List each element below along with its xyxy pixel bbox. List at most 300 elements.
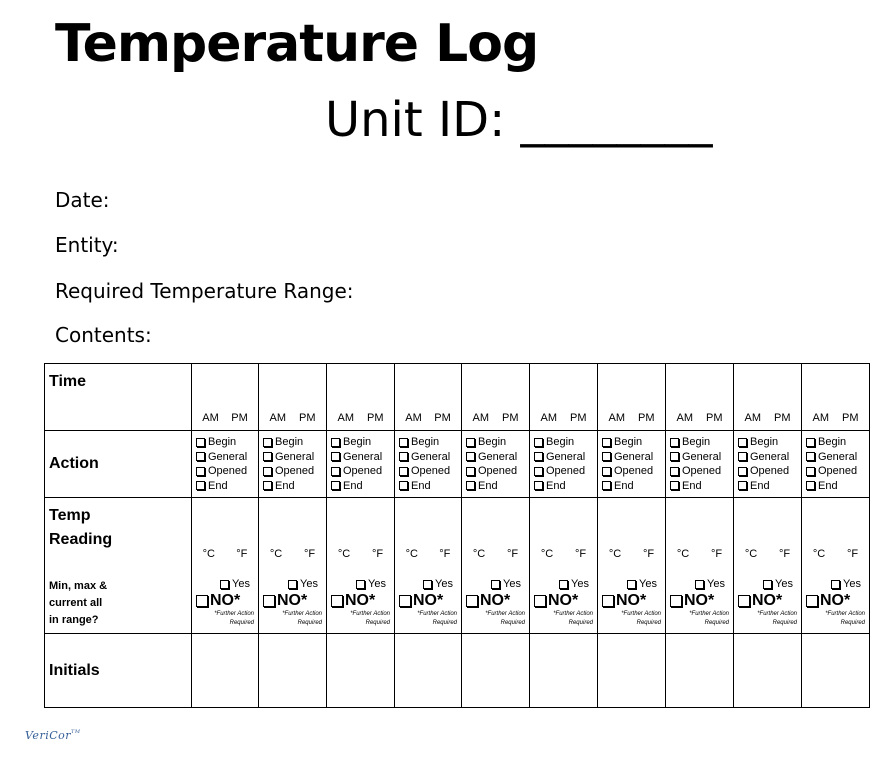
checkbox-icon[interactable]: [263, 467, 272, 476]
action-option-label: Begin: [750, 436, 779, 448]
action-option-label: General: [614, 450, 654, 463]
initials-cell[interactable]: [327, 634, 395, 708]
temp-reading-row-header: [45, 498, 192, 634]
temp-reading-cell[interactable]: [259, 498, 327, 634]
initials-cell[interactable]: [259, 634, 327, 708]
pm-label: PM: [434, 412, 451, 424]
action-option-label: Begin: [682, 436, 711, 448]
action-option[interactable]: [196, 450, 258, 465]
checkbox-icon[interactable]: [670, 481, 679, 490]
action-option[interactable]: [670, 479, 733, 494]
action-option-label: Opened: [614, 465, 654, 477]
action-option-label: Opened: [682, 465, 722, 477]
celsius-label: °C: [472, 548, 486, 560]
action-option-label: End: [682, 479, 702, 492]
action-option-label: End: [614, 479, 634, 492]
checkbox-icon[interactable]: [331, 467, 340, 476]
checkbox-icon[interactable]: [196, 438, 205, 447]
celsius-label: °C: [540, 548, 554, 560]
action-option[interactable]: [738, 435, 801, 450]
action-option[interactable]: [466, 435, 529, 450]
checkbox-icon[interactable]: [806, 595, 818, 607]
reading-label: Reading: [49, 531, 113, 548]
action-cell: [259, 431, 327, 498]
yes-option[interactable]: [192, 578, 258, 590]
am-label: AM: [608, 412, 625, 424]
celsius-label: °C: [608, 548, 622, 560]
action-option[interactable]: [670, 450, 733, 465]
initials-cell[interactable]: [395, 634, 462, 708]
time-cell[interactable]: [192, 364, 259, 431]
action-option[interactable]: [263, 464, 326, 479]
checkbox-icon[interactable]: [466, 595, 478, 607]
yes-label: Yes: [775, 578, 793, 590]
no-label: NO*: [413, 592, 444, 609]
checkbox-icon[interactable]: [559, 580, 568, 589]
time-row-header: [45, 364, 192, 431]
celsius-label: °C: [405, 548, 418, 560]
yes-label: Yes: [571, 578, 589, 590]
checkbox-icon[interactable]: [602, 467, 611, 476]
action-option-label: Begin: [614, 436, 643, 448]
checkbox-icon[interactable]: [399, 452, 408, 461]
action-option[interactable]: [331, 435, 394, 450]
yes-option[interactable]: [598, 578, 665, 590]
fahrenheit-label: °F: [236, 548, 248, 560]
action-option-label: Opened: [411, 465, 451, 477]
celsius-label: °C: [676, 548, 690, 560]
action-option-label: Opened: [478, 465, 518, 477]
checkbox-icon[interactable]: [466, 481, 475, 490]
yes-option[interactable]: [734, 578, 801, 590]
action-option[interactable]: [196, 435, 258, 450]
checkbox-icon[interactable]: [534, 481, 543, 490]
action-option-label: End: [818, 479, 838, 492]
action-option-label: End: [275, 479, 295, 492]
yes-label: Yes: [503, 578, 521, 590]
action-option-label: Begin: [478, 436, 507, 448]
action-option[interactable]: [806, 464, 869, 479]
action-option[interactable]: [466, 479, 529, 494]
temp-label: Temp: [49, 507, 91, 524]
range-question-line-3: in range?: [49, 614, 99, 626]
required-note: Required: [500, 620, 525, 626]
action-option-label: Opened: [818, 465, 858, 477]
fahrenheit-label: °F: [574, 548, 587, 560]
no-option[interactable]: [327, 592, 394, 610]
temp-reading-row: [45, 498, 870, 634]
time-cell[interactable]: [462, 364, 530, 431]
action-cell: [395, 431, 462, 498]
checkbox-icon[interactable]: [263, 438, 272, 447]
checkbox-icon[interactable]: [331, 481, 340, 490]
fahrenheit-label: °F: [303, 548, 316, 560]
yes-option[interactable]: [462, 578, 529, 590]
no-label: NO*: [684, 592, 715, 609]
checkbox-icon[interactable]: [602, 595, 614, 607]
initials-row-header: [45, 634, 192, 708]
action-option[interactable]: [738, 479, 801, 494]
no-option[interactable]: [192, 592, 258, 610]
yes-option[interactable]: [327, 578, 394, 590]
required-note: Required: [432, 620, 457, 626]
checkbox-icon[interactable]: [263, 595, 275, 607]
action-option-label: General: [343, 450, 383, 463]
no-label: NO*: [548, 592, 579, 609]
required-note: Required: [297, 620, 322, 626]
no-label: NO*: [616, 592, 647, 609]
required-note: Required: [229, 620, 254, 626]
checkbox-icon[interactable]: [738, 438, 747, 447]
action-option-label: End: [750, 479, 770, 492]
further-action-note: *Further Action: [417, 611, 457, 617]
no-label: NO*: [210, 592, 241, 609]
temp-reading-cell[interactable]: [462, 498, 530, 634]
action-option[interactable]: [602, 450, 665, 465]
celsius-label: °C: [744, 548, 758, 560]
no-label: NO*: [820, 592, 851, 609]
pm-label: PM: [774, 412, 791, 424]
fahrenheit-label: °F: [506, 548, 519, 560]
pm-label: PM: [502, 412, 519, 424]
checkbox-icon[interactable]: [196, 467, 205, 476]
no-option[interactable]: [395, 592, 461, 610]
am-label: AM: [405, 412, 422, 424]
initials-cell[interactable]: [666, 634, 734, 708]
action-option[interactable]: [738, 450, 801, 465]
checkbox-icon[interactable]: [670, 467, 679, 476]
checkbox-icon[interactable]: [670, 595, 682, 607]
checkbox-icon[interactable]: [331, 438, 340, 447]
action-cell: [530, 431, 598, 498]
initials-cell[interactable]: [530, 634, 598, 708]
pm-label: PM: [638, 412, 655, 424]
checkbox-icon[interactable]: [220, 580, 229, 589]
checkbox-icon[interactable]: [534, 452, 543, 461]
checkbox-icon[interactable]: [695, 580, 704, 589]
required-note: Required: [636, 620, 661, 626]
checkbox-icon[interactable]: [196, 481, 205, 490]
pm-label: PM: [842, 412, 859, 424]
no-label: NO*: [480, 592, 511, 609]
action-option[interactable]: [263, 450, 326, 465]
action-cell: [734, 431, 802, 498]
further-action-note: *Further Action: [553, 611, 593, 617]
action-option-label: Opened: [343, 465, 383, 477]
checkbox-icon[interactable]: [602, 481, 611, 490]
temp-reading-cell[interactable]: [192, 498, 259, 634]
no-option[interactable]: [530, 592, 597, 610]
action-option[interactable]: [263, 435, 326, 450]
temp-reading-cell[interactable]: [395, 498, 462, 634]
further-action-note: *Further Action: [825, 611, 865, 617]
temp-reading-cell[interactable]: [802, 498, 870, 634]
checkbox-icon[interactable]: [627, 580, 636, 589]
checkbox-icon[interactable]: [399, 481, 408, 490]
initials-cell[interactable]: [192, 634, 259, 708]
checkbox-icon[interactable]: [602, 438, 611, 447]
further-action-note: *Further Action: [757, 611, 797, 617]
no-option[interactable]: [734, 592, 801, 610]
no-label: NO*: [752, 592, 783, 609]
yes-option[interactable]: [259, 578, 326, 590]
required-note: Required: [704, 620, 729, 626]
initials-cell[interactable]: [598, 634, 666, 708]
temp-reading-cell[interactable]: [598, 498, 666, 634]
yes-label: Yes: [300, 578, 318, 590]
no-option[interactable]: [259, 592, 326, 610]
logo-text: VeriCor: [25, 729, 72, 742]
time-cell[interactable]: [666, 364, 734, 431]
fahrenheit-label: °F: [371, 548, 384, 560]
action-option-label: Opened: [275, 465, 315, 477]
checkbox-icon[interactable]: [806, 467, 815, 476]
checkbox-icon[interactable]: [763, 580, 772, 589]
action-option[interactable]: [670, 464, 733, 479]
checkbox-icon[interactable]: [670, 438, 679, 447]
temp-reading-cell[interactable]: [666, 498, 734, 634]
am-label: AM: [202, 412, 219, 424]
celsius-label: °C: [337, 548, 351, 560]
temperature-range-label: Required Temperature Range:: [55, 279, 354, 303]
checkbox-icon[interactable]: [738, 452, 747, 461]
action-option-label: End: [343, 479, 363, 492]
pm-label: PM: [367, 412, 384, 424]
checkbox-icon[interactable]: [263, 481, 272, 490]
further-action-note: *Further Action: [485, 611, 525, 617]
action-option[interactable]: [602, 435, 665, 450]
checkbox-icon[interactable]: [356, 580, 365, 589]
range-question-line-2: current all: [49, 597, 103, 609]
checkbox-icon[interactable]: [602, 452, 611, 461]
initials-row: [45, 634, 870, 708]
checkbox-icon[interactable]: [399, 595, 411, 607]
action-option-label: General: [275, 450, 315, 463]
checkbox-icon[interactable]: [399, 438, 408, 447]
pm-label: PM: [706, 412, 723, 424]
celsius-label: °C: [202, 548, 215, 560]
further-action-note: *Further Action: [621, 611, 661, 617]
time-cell[interactable]: [734, 364, 802, 431]
action-option[interactable]: [534, 479, 597, 494]
action-option-label: General: [818, 450, 858, 463]
action-row: [45, 431, 870, 498]
fahrenheit-label: °F: [778, 548, 791, 560]
action-option[interactable]: [331, 464, 394, 479]
action-option-label: End: [478, 479, 498, 492]
action-option-label: General: [750, 450, 790, 463]
checkbox-icon[interactable]: [466, 452, 475, 461]
yes-option[interactable]: [530, 578, 597, 590]
fahrenheit-label: °F: [846, 548, 859, 560]
checkbox-icon[interactable]: [288, 580, 297, 589]
checkbox-icon[interactable]: [263, 452, 272, 461]
action-option-label: General: [682, 450, 722, 463]
action-option[interactable]: [399, 435, 461, 450]
action-option-label: Opened: [546, 465, 586, 477]
action-option[interactable]: [602, 479, 665, 494]
action-option[interactable]: [806, 435, 869, 450]
action-option-label: Begin: [411, 436, 440, 448]
checkbox-icon[interactable]: [738, 595, 750, 607]
checkbox-icon[interactable]: [670, 452, 679, 461]
action-option-label: General: [411, 450, 451, 463]
no-label: NO*: [345, 592, 376, 609]
further-action-note: *Further Action: [350, 611, 390, 617]
fahrenheit-label: °F: [439, 548, 451, 560]
celsius-label: °C: [812, 548, 826, 560]
pm-label: PM: [299, 412, 316, 424]
required-note: Required: [568, 620, 593, 626]
time-label: Time: [49, 373, 87, 390]
vericor-logo: [25, 729, 81, 742]
initials-cell[interactable]: [462, 634, 530, 708]
action-cell: [598, 431, 666, 498]
checkbox-icon[interactable]: [806, 438, 815, 447]
pm-label: PM: [570, 412, 587, 424]
action-option[interactable]: [466, 464, 529, 479]
time-cell[interactable]: [530, 364, 598, 431]
action-cell: [666, 431, 734, 498]
action-option-label: Begin: [546, 436, 575, 448]
action-option[interactable]: [263, 479, 326, 494]
temperature-log-table: [44, 363, 870, 708]
unit-id-label: Unit ID: ________: [325, 92, 713, 148]
checkbox-icon[interactable]: [466, 438, 475, 447]
checkbox-icon[interactable]: [806, 452, 815, 461]
yes-option[interactable]: [802, 578, 869, 590]
fahrenheit-label: °F: [710, 548, 723, 560]
action-cell: [802, 431, 870, 498]
action-option[interactable]: [806, 450, 869, 465]
action-option[interactable]: [534, 450, 597, 465]
am-label: AM: [744, 412, 761, 424]
checkbox-icon[interactable]: [423, 580, 432, 589]
no-option[interactable]: [666, 592, 733, 610]
yes-label: Yes: [639, 578, 657, 590]
yes-label: Yes: [232, 578, 250, 590]
no-label: NO*: [277, 592, 308, 609]
celsius-label: °C: [269, 548, 283, 560]
no-option[interactable]: [462, 592, 529, 610]
checkbox-icon[interactable]: [806, 481, 815, 490]
action-option-label: End: [208, 479, 228, 492]
pm-label: PM: [231, 412, 248, 424]
further-action-note: *Further Action: [214, 611, 254, 617]
time-cell[interactable]: [598, 364, 666, 431]
am-label: AM: [472, 412, 489, 424]
checkbox-icon[interactable]: [534, 467, 543, 476]
action-option[interactable]: [602, 464, 665, 479]
action-option-label: General: [478, 450, 518, 463]
temp-reading-cell[interactable]: [327, 498, 395, 634]
checkbox-icon[interactable]: [331, 595, 343, 607]
temp-reading-cell[interactable]: [734, 498, 802, 634]
no-option[interactable]: [802, 592, 869, 610]
checkbox-icon[interactable]: [196, 595, 208, 607]
checkbox-icon[interactable]: [196, 452, 205, 461]
entity-label: Entity:: [55, 233, 119, 257]
further-action-note: *Further Action: [689, 611, 729, 617]
time-cell[interactable]: [259, 364, 327, 431]
checkbox-icon[interactable]: [331, 452, 340, 461]
checkbox-icon[interactable]: [491, 580, 500, 589]
action-option-label: Begin: [343, 436, 372, 448]
yes-option[interactable]: [395, 578, 461, 590]
action-cell: [327, 431, 395, 498]
page-title: Temperature Log: [55, 14, 539, 74]
action-option-label: General: [546, 450, 586, 463]
yes-label: Yes: [435, 578, 453, 590]
temp-reading-cell[interactable]: [530, 498, 598, 634]
checkbox-icon[interactable]: [738, 481, 747, 490]
checkbox-icon[interactable]: [534, 595, 546, 607]
checkbox-icon[interactable]: [534, 438, 543, 447]
required-note: Required: [365, 620, 390, 626]
action-option-label: Begin: [275, 436, 304, 448]
am-label: AM: [540, 412, 557, 424]
action-option-label: End: [546, 479, 566, 492]
time-cell[interactable]: [395, 364, 462, 431]
action-label: Action: [49, 455, 99, 472]
no-option[interactable]: [598, 592, 665, 610]
action-option[interactable]: [196, 479, 258, 494]
fahrenheit-label: °F: [642, 548, 655, 560]
further-action-note: *Further Action: [282, 611, 322, 617]
action-option[interactable]: [534, 464, 597, 479]
checkbox-icon[interactable]: [738, 467, 747, 476]
time-cell[interactable]: [802, 364, 870, 431]
time-cell[interactable]: [327, 364, 395, 431]
yes-label: Yes: [368, 578, 386, 590]
yes-option[interactable]: [666, 578, 733, 590]
action-option[interactable]: [399, 479, 461, 494]
checkbox-icon[interactable]: [831, 580, 840, 589]
am-label: AM: [337, 412, 354, 424]
action-row-header: [45, 431, 192, 498]
am-label: AM: [269, 412, 286, 424]
action-option-label: General: [208, 450, 248, 463]
checkbox-icon[interactable]: [466, 467, 475, 476]
action-option[interactable]: [196, 464, 258, 479]
required-note: Required: [840, 620, 865, 626]
checkbox-icon[interactable]: [399, 467, 408, 476]
initials-cell[interactable]: [734, 634, 802, 708]
date-label: Date:: [55, 188, 110, 212]
yes-label: Yes: [843, 578, 861, 590]
range-question-line-1: Min, max &: [49, 580, 108, 592]
time-row: [45, 364, 870, 431]
action-option-label: Begin: [818, 436, 847, 448]
yes-label: Yes: [707, 578, 725, 590]
action-option-label: Opened: [208, 465, 248, 477]
action-option[interactable]: [331, 450, 394, 465]
action-option[interactable]: [806, 479, 869, 494]
action-option[interactable]: [466, 450, 529, 465]
action-cell: [462, 431, 530, 498]
action-option[interactable]: [331, 479, 394, 494]
action-option[interactable]: [738, 464, 801, 479]
required-note: Required: [772, 620, 797, 626]
action-option-label: Opened: [750, 465, 790, 477]
action-option[interactable]: [534, 435, 597, 450]
initials-label: Initials: [49, 661, 100, 679]
initials-cell[interactable]: [802, 634, 870, 708]
action-option[interactable]: [399, 464, 461, 479]
action-option[interactable]: [670, 435, 733, 450]
action-option[interactable]: [399, 450, 461, 465]
action-option-label: Begin: [208, 436, 237, 448]
